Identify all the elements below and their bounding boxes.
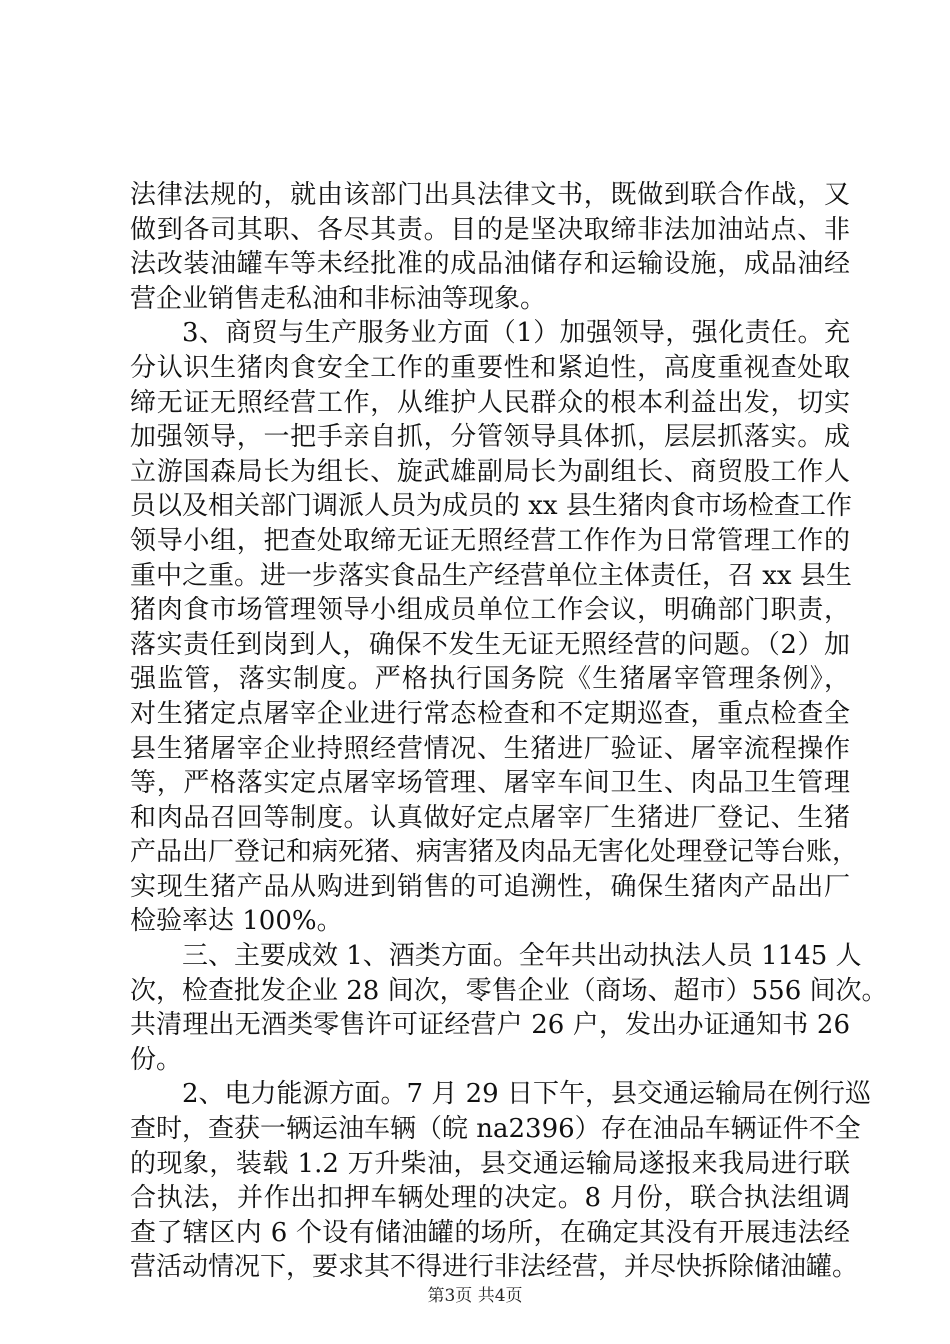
text-line: 营活动情况下，要求其不得进行非法经营，并尽快拆除储油罐。 xyxy=(130,1252,859,1283)
text-line: 法律法规的，就由该部门出具法律文书，既做到联合作战，又 xyxy=(130,180,850,210)
text-line: 3、商贸与生产服务业方面（1）加强领导，强化责任。充 xyxy=(182,318,850,349)
text-line: 领导小组，把查处取缔无证无照经营工作作为日常管理工作的 xyxy=(130,525,850,556)
text-line: 猪肉食市场管理领导小组成员单位工作会议，明确部门职责， xyxy=(130,595,850,626)
text-line: 次，检查批发企业 28 间次，零售企业（商场、超市）556 间次。 xyxy=(130,975,888,1006)
text-line: 合执法，并作出扣押车辆处理的决定。8 月份，联合执法组调 xyxy=(130,1183,850,1214)
text-line: 分认识生猪肉食安全工作的重要性和紧迫性，高度重视查处取 xyxy=(130,352,850,383)
text-line: 强监管，落实制度。严格执行国务院《生猪屠宰管理条例》， xyxy=(130,664,850,695)
text-line: 和肉品召回等制度。认真做好定点屠宰厂生猪进厂登记、生猪 xyxy=(130,802,850,833)
text-line: 2、电力能源方面。7 月 29 日下午，县交通运输局在例行巡 xyxy=(182,1079,871,1110)
text-line: 法改装油罐车等未经批准的成品油储存和运输设施，成品油经 xyxy=(130,249,850,280)
body-text xyxy=(130,178,888,1285)
text-line: 做到各司其职、各尽其责。目的是坚决取缔非法加油站点、非 xyxy=(130,214,850,245)
text-line: 实现生猪产品从购进到销售的可追溯性，确保生猪肉产品出厂 xyxy=(130,871,850,902)
text-line: 份。 xyxy=(130,1044,183,1075)
page-footer: 第3页 共4页 xyxy=(427,1286,523,1306)
text-line: 缔无证无照经营工作，从维护人民群众的根本利益出发，切实 xyxy=(130,387,850,418)
text-line: 员以及相关部门调派人员为成员的 xx 县生猪肉食市场检查工作 xyxy=(130,491,852,522)
text-line: 落实责任到岗到人，确保不发生无证无照经营的问题。（2）加 xyxy=(130,629,850,660)
text-line: 对生猪定点屠宰企业进行常态检查和不定期巡查，重点检查全 xyxy=(130,698,850,729)
text-line: 县生猪屠宰企业持照经营情况、生猪进厂验证、屠宰流程操作 xyxy=(130,733,850,764)
text-line: 加强领导，一把手亲自抓，分管领导具体抓，层层抓落实。成 xyxy=(130,422,850,453)
text-line: 查时，查获一辆运油车辆（皖 na2396）存在油品车辆证件不全 xyxy=(130,1114,861,1145)
text-line: 检验率达 100%。 xyxy=(130,906,343,937)
text-line: 等，严格落实定点屠宰场管理、屠宰车间卫生、肉品卫生管理 xyxy=(130,768,850,799)
text-line: 查了辖区内 6 个设有储油罐的场所，在确定其没有开展违法经 xyxy=(130,1217,850,1248)
text-line: 共清理出无酒类零售许可证经营户 26 户，发出办证通知书 26 xyxy=(130,1010,850,1041)
text-line: 的现象，装载 1.2 万升柴油，县交通运输局遂报来我局进行联 xyxy=(130,1148,850,1179)
text-line: 三、主要成效 1、酒类方面。全年共出动执法人员 1145 人 xyxy=(182,941,862,972)
text-line: 产品出厂登记和病死猪、病害猪及肉品无害化处理登记等台账， xyxy=(130,837,859,868)
text-line: 营企业销售走私油和非标油等现象。 xyxy=(130,283,547,314)
text-line: 立游国森局长为组长、旋武雄副局长为副组长、商贸股工作人 xyxy=(130,456,850,487)
text-line: 重中之重。进一步落实食品生产经营单位主体责任，召 xx 县生 xyxy=(130,560,852,591)
